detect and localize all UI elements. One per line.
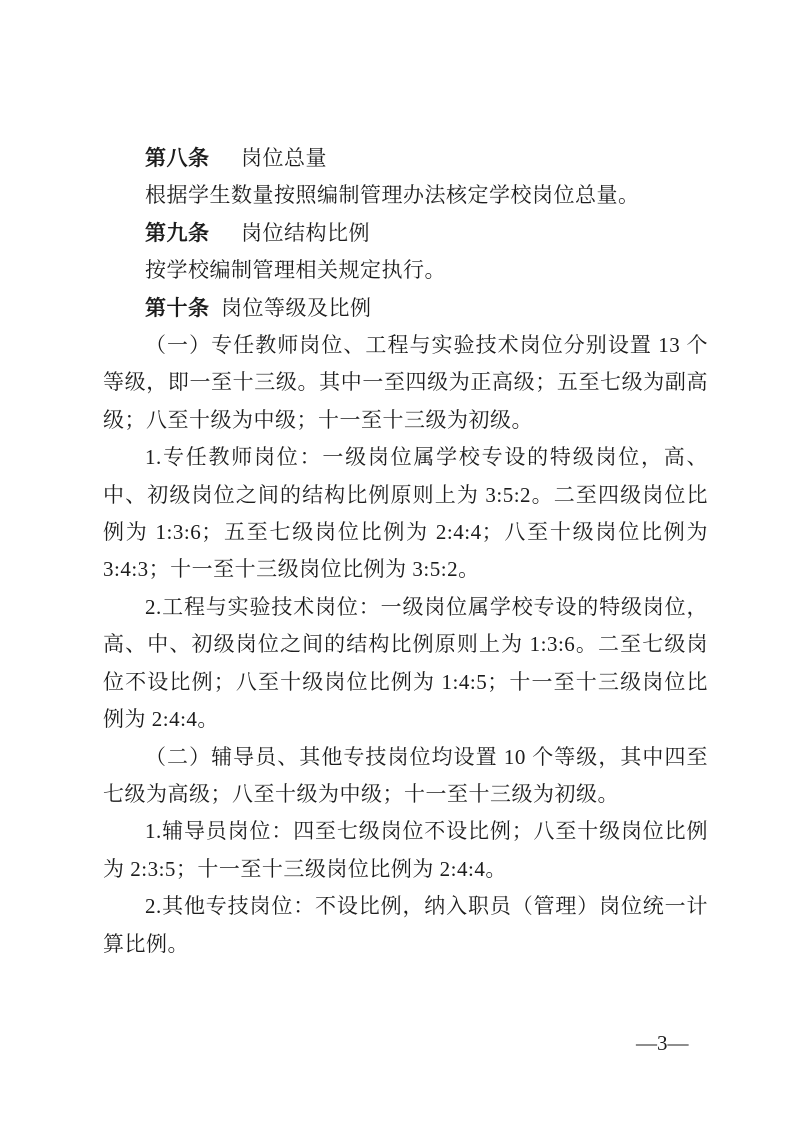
clause-1-teacher-ratios: 1.专任教师岗位：一级岗位属学校专设的特级岗位，高、中、初级岗位之间的结构比例原则上为 3:5:2。二至四级岗位比例为 1:3:6；五至七级岗位比例为 2:4:4；八至十级岗位比例为 3:4:3；十一至十三级岗位比例为 3:5:2。 [103, 445, 708, 582]
clause-2-other-positions: 2.其他专技岗位：不设比例，纳入职员（管理）岗位统一计算比例。 [103, 894, 708, 956]
article-10-title: 岗位等级及比例 [221, 295, 372, 320]
article-9-term: 第九条 [145, 220, 210, 245]
page-number: —3— [636, 1031, 689, 1055]
article-8-title: 岗位总量 [241, 146, 327, 170]
article-8-heading [103, 140, 708, 177]
article-10-heading [103, 290, 708, 327]
document-body [103, 140, 708, 963]
clause-1-teacher-levels: （一）专任教师岗位、工程与实验技术岗位分别设置 13 个等级，即一至十三级。其中一至四级为正高级；五至七级为副高级；八至十级为中级；十一至十三级为初级。 [103, 333, 708, 432]
article-9-text: 按学校编制管理相关规定执行。 [145, 258, 446, 283]
article-8-text: 根据学生数量按照编制管理办法核定学校岗位总量。 [145, 183, 640, 208]
article-9-heading [103, 215, 708, 252]
article-8-term: 第八条 [145, 146, 210, 170]
article-9-title: 岗位结构比例 [241, 220, 370, 245]
article-10-term: 第十条 [145, 295, 210, 320]
clause-2-counselor-levels: （二）辅导员、其他专技岗位均设置 10 个等级，其中四至七级为高级；八至十级为中级；十一至十三级为初级。 [103, 744, 708, 806]
clause-2-counselor-ratios: 1.辅导员岗位：四至七级岗位不设比例；八至十级岗位比例为 2:3:5；十一至十三级岗位比例为 2:4:4。 [103, 819, 708, 881]
clause-1-engineering-ratios: 2.工程与实验技术岗位：一级岗位属学校专设的特级岗位，高、中、初级岗位之间的结构比例原则上为 1:3:6。二至七级岗位不设比例；八至十级岗位比例为 1:4:5；十一至十三级岗位比例为 2:4:4。 [103, 594, 708, 732]
